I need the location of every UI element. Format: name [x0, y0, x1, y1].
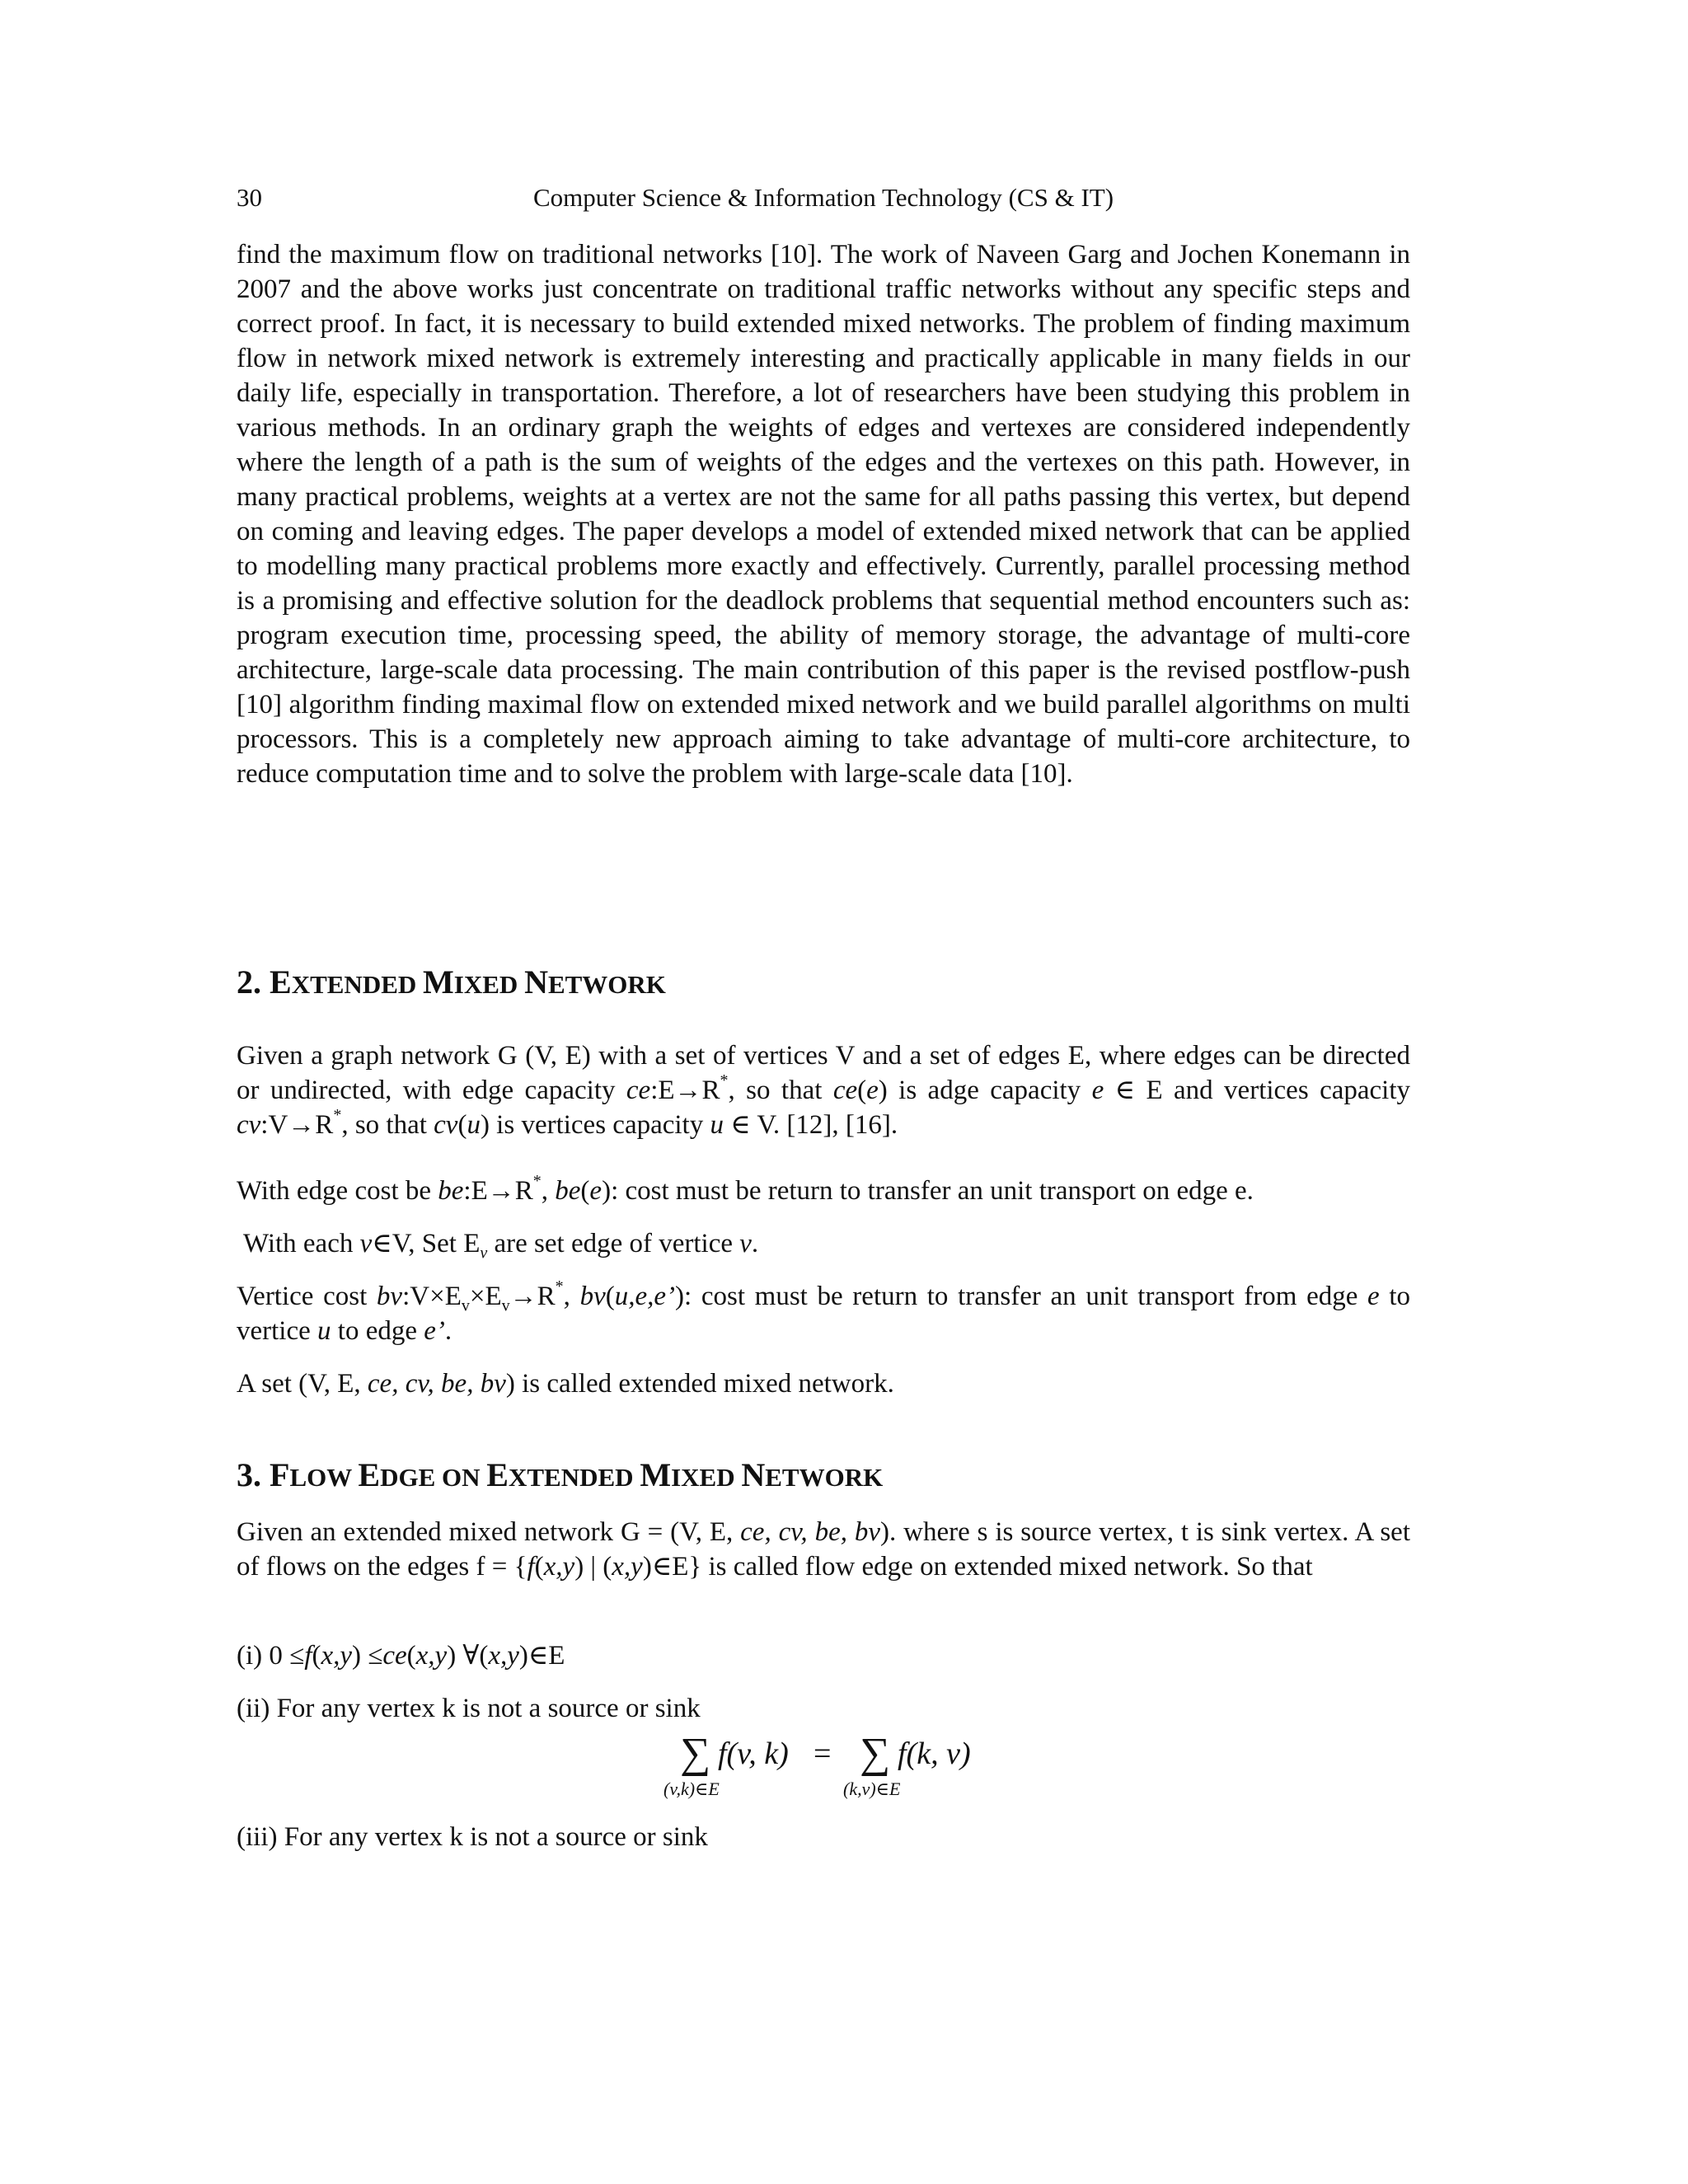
section-2-definition-paragraph: Given a graph network G (V, E) with a set of vertices V and a set of edges E, where edges can be directed or undirected, with edge capacity ce:E→R*, so that ce(e) is adge capacity e ∈ E and vertices capacity cv:V→R*, so that cv(u) is vertices capacity u ∈ V. [12], [16]. [237, 1041, 1410, 1140]
section-3-heading [237, 1455, 883, 1497]
edge-cost-paragraph: With edge cost be be:E→R*, be(e): cost must be return to transfer an unit transport on edge e. [237, 1172, 1254, 1206]
section-3-title-part: E [358, 1456, 381, 1493]
section-3-title-part: DGE ON [380, 1463, 487, 1492]
vertex-cost-paragraph: Vertice cost $bv:V\times E_v\times E_v\to R^*$, bv(u,e,e’): cost must be return to transfer an unit transport from edge e to vertice u to edge e’. [237, 1277, 1411, 1346]
section-3-title-part: LOW [289, 1463, 359, 1492]
section-3-title-part: E [486, 1456, 509, 1493]
flow-conservation-equation [663, 1724, 1010, 1798]
condition-i: (i) 0 ≤f(x,y) ≤ce(x,y) ∀(x,y)∈E [237, 1641, 565, 1671]
intro-paragraph: find the maximum flow on traditional networks [10]. The work of Naveen Garg and Jochen Konemann in 2007 and the above works just concentrate on traditional traffic networks without any specific steps and correct proof. In fact, it is necessary to build extended mixed networks. The problem of finding maximum flow in network mixed network is extremely interesting and practically applicable in many fields in our daily life, especially in transportation. Therefore, a lot of researchers have been studying this problem in various methods. In an ordinary graph the weights of edges and vertexes are considered independently where the length of a path is the sum of weights of the edges and the vertexes on this path. However, in many practical problems, weights at a vertex are not the same for all paths passing this vertex, but depend on coming and leaving edges. The paper develops a model of extended mixed network that can be applied to modelling many practical problems more exactly and effectively. Currently, parallel processing method is a promising and effective solution for the deadlock problems that sequential method encounters such as: program execution time, processing speed, the ability of memory storage, the advantage of multi-core architecture, large-scale data processing. The main contribution of this paper is the revised postflow-push [10] algorithm finding maximal flow on extended mixed network and we build parallel algorithms on multi processors. This is a completely new approach aiming to take advantage of multi-core architecture, to reduce computation time and to solve the problem with large-scale data [10]. [237, 240, 1410, 789]
condition-ii: (ii) For any vertex k is not a source or sink [237, 1694, 701, 1723]
section-2-title-part: E [270, 963, 292, 1001]
section-3-number: 3. [237, 1456, 261, 1493]
running-title: Computer Science & Information Technology (CS & IT) [532, 183, 1114, 212]
section-2-title-part: M [423, 963, 454, 1001]
section-3-title-part: IXED [671, 1463, 742, 1492]
flow-edge-definition-paragraph: Given an extended mixed network G = (V, E, ce, cv, be, bv). where s is source vertex, t is sink vertex. A set of flows on the edges f = {f(x,y) | (x,y)∈E} is called flow edge on extended mixed network. So that [237, 1517, 1410, 1582]
equation-right-term: f(k, v) [898, 1736, 971, 1771]
page-number: 30 [237, 183, 262, 212]
section-2-title-part: N [524, 963, 548, 1001]
vertex-edge-set-paragraph: With each v∈V, Set $E_v$ are set edge of vertice v. [243, 1229, 759, 1263]
section-3-title-part: M [640, 1456, 672, 1493]
network-definition-paragraph: A set (V, E, ce, cv, be, bv) is called extended mixed network. [237, 1369, 894, 1399]
section-2-number: 2. [237, 963, 261, 1001]
section-3-title-part: N [741, 1456, 766, 1493]
condition-iii: (iii) For any vertex k is not a source or sink [237, 1822, 708, 1852]
sum-symbol-left: ∑ [680, 1730, 711, 1777]
page-header [237, 183, 1410, 221]
section-2-title-part: XTENDED [291, 970, 424, 999]
section-3-title-part: ETWORK [765, 1463, 884, 1492]
section-2-heading [237, 963, 666, 1005]
equation-right-index: (k,v)∈E [843, 1779, 901, 1799]
equation-left-term: f(v, k) [718, 1736, 789, 1771]
section-2-title-part: ETWORK [547, 970, 666, 999]
section-3-title-part: F [270, 1456, 290, 1493]
sum-symbol-right: ∑ [860, 1730, 891, 1777]
section-3-title-part: XTENDED [508, 1463, 640, 1492]
equation-left-index: (v,k)∈E [663, 1779, 720, 1799]
equation-equals: = [814, 1736, 832, 1771]
section-2-title-part: IXED [453, 970, 525, 999]
